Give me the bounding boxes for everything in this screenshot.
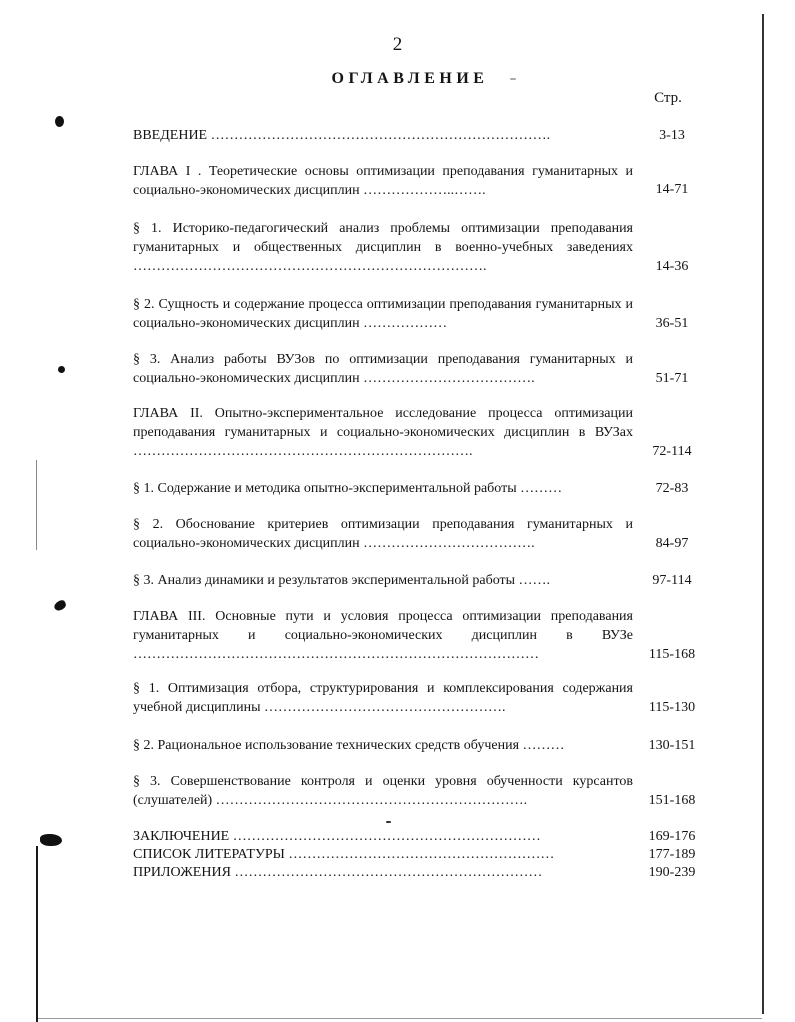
scan-edge-right bbox=[762, 14, 764, 1014]
toc-entry-title: § 3. Совершенствование контроля и оценки уровня обученности курсантов (слушателей) …………………………………………………………. bbox=[133, 774, 633, 808]
scan-blot bbox=[40, 834, 62, 846]
toc-entry-pages: 14-36 bbox=[655, 259, 689, 274]
toc-entry-title: § 1. Историко-педагогический анализ проблемы оптимизации преподавания гуманитарных и общественных дисциплин в военно-учебных заведениях …………………………………………………………………. bbox=[133, 221, 633, 274]
toc-entry-title: ВВЕДЕНИЕ ………………………………………………………………. bbox=[133, 128, 551, 143]
toc-entry-title: § 1. Оптимизация отбора, структурирования и комплексирования содержания учебной дисциплины ……………………………………………. bbox=[133, 681, 633, 715]
toc-entry-pages: 72-114 bbox=[652, 444, 692, 459]
toc-entry-title: ЗАКЛЮЧЕНИЕ ………………………………………………………… bbox=[133, 829, 541, 844]
toc-entry-appendices bbox=[133, 863, 633, 882]
scan-blot bbox=[386, 821, 391, 823]
toc-entry-pages: 130-151 bbox=[648, 738, 696, 753]
toc-entry-chapter-2-section-2 bbox=[133, 515, 633, 553]
toc-entry-title: § 2. Обоснование критериев оптимизации преподавания гуманитарных и социально-экономических дисциплин ………………………………. bbox=[133, 517, 633, 551]
toc-entry-chapter-3-section-1 bbox=[133, 679, 633, 717]
toc-title: ОГЛАВЛЕНИЕ bbox=[331, 70, 489, 87]
toc-entry-chapter-3-section-2 bbox=[133, 736, 633, 755]
scan-blot bbox=[55, 116, 64, 127]
toc-entry-chapter-1-section-3 bbox=[133, 350, 633, 388]
toc-entry-chapter-3-section-3 bbox=[133, 772, 633, 810]
scan-edge-bottom bbox=[38, 1018, 762, 1019]
toc-entry-pages: 115-168 bbox=[648, 647, 696, 662]
scan-edge-left-faint bbox=[36, 460, 37, 550]
toc-entry-title: ГЛАВА I . Теоретические основы оптимизации преподавания гуманитарных и социально-экономических дисциплин ………………..……. bbox=[133, 164, 633, 198]
toc-entry-pages: 190-239 bbox=[648, 865, 696, 880]
page-number: 2 bbox=[392, 34, 403, 55]
toc-entry-chapter-1-section-2 bbox=[133, 295, 633, 333]
toc-entry-pages: 84-97 bbox=[655, 536, 689, 551]
toc-entry-title: ГЛАВА III. Основные пути и условия процесса оптимизации преподавания гуманитарных и социально-экономических дисциплин в ВУЗе …………………………………………………………………………… bbox=[133, 609, 633, 662]
pages-column-header: Стр. bbox=[654, 90, 682, 106]
toc-entry-title: § 3. Анализ динамики и результатов экспериментальной работы ……. bbox=[133, 573, 551, 588]
scan-blot bbox=[53, 599, 68, 612]
toc-entry-chapter-1-section-1 bbox=[133, 219, 633, 276]
toc-entry-pages: 115-130 bbox=[648, 700, 696, 715]
scan-blot bbox=[58, 366, 65, 373]
toc-entry-conclusion bbox=[133, 827, 633, 846]
toc-entry-chapter-2-section-1 bbox=[133, 479, 633, 498]
toc-entry-bibliography bbox=[133, 845, 633, 864]
toc-entry-chapter-2 bbox=[133, 404, 633, 461]
toc-entry-chapter-3 bbox=[133, 607, 633, 664]
toc-entry-title: § 2. Сущность и содержание процесса оптимизации преподавания гуманитарных и социально-экономических дисциплин ……………… bbox=[133, 297, 633, 331]
scan-edge-left bbox=[36, 846, 38, 1022]
toc-entry-pages: 72-83 bbox=[655, 481, 689, 496]
toc-entry-pages: 36-51 bbox=[655, 316, 689, 331]
toc-entry-pages: 97-114 bbox=[652, 573, 692, 588]
toc-entry-pages: 14-71 bbox=[655, 182, 689, 197]
toc-entry-pages: 51-71 bbox=[655, 371, 689, 386]
toc-entry-title: § 2. Рациональное использование технических средств обучения ……… bbox=[133, 738, 565, 753]
toc-entry-pages: 177-189 bbox=[648, 847, 696, 862]
toc-entry-pages: 3-13 bbox=[659, 128, 685, 143]
toc-entry-chapter-1 bbox=[133, 162, 633, 200]
toc-entry-title: СПИСОК ЛИТЕРАТУРЫ ………………………………………………… bbox=[133, 847, 555, 862]
toc-entry-title: ПРИЛОЖЕНИЯ ………………………………………………………… bbox=[133, 865, 543, 880]
toc-entry-title: ГЛАВА II. Опытно-экспериментальное исследование процесса оптимизации преподавания гуманитарных и социально-экономических дисциплин в ВУЗах ………………………………………………………………. bbox=[133, 406, 633, 459]
toc-entry-title: § 3. Анализ работы ВУЗов по оптимизации преподавания гуманитарных и социально-экономических дисциплин ………………………………. bbox=[133, 352, 633, 386]
toc-entry-introduction bbox=[133, 126, 633, 145]
toc-entry-chapter-2-section-3 bbox=[133, 571, 633, 590]
toc-entry-pages: 151-168 bbox=[648, 793, 696, 808]
toc-entry-title: § 1. Содержание и методика опытно-экспериментальной работы ……… bbox=[133, 481, 563, 496]
toc-entry-pages: 169-176 bbox=[648, 829, 696, 844]
